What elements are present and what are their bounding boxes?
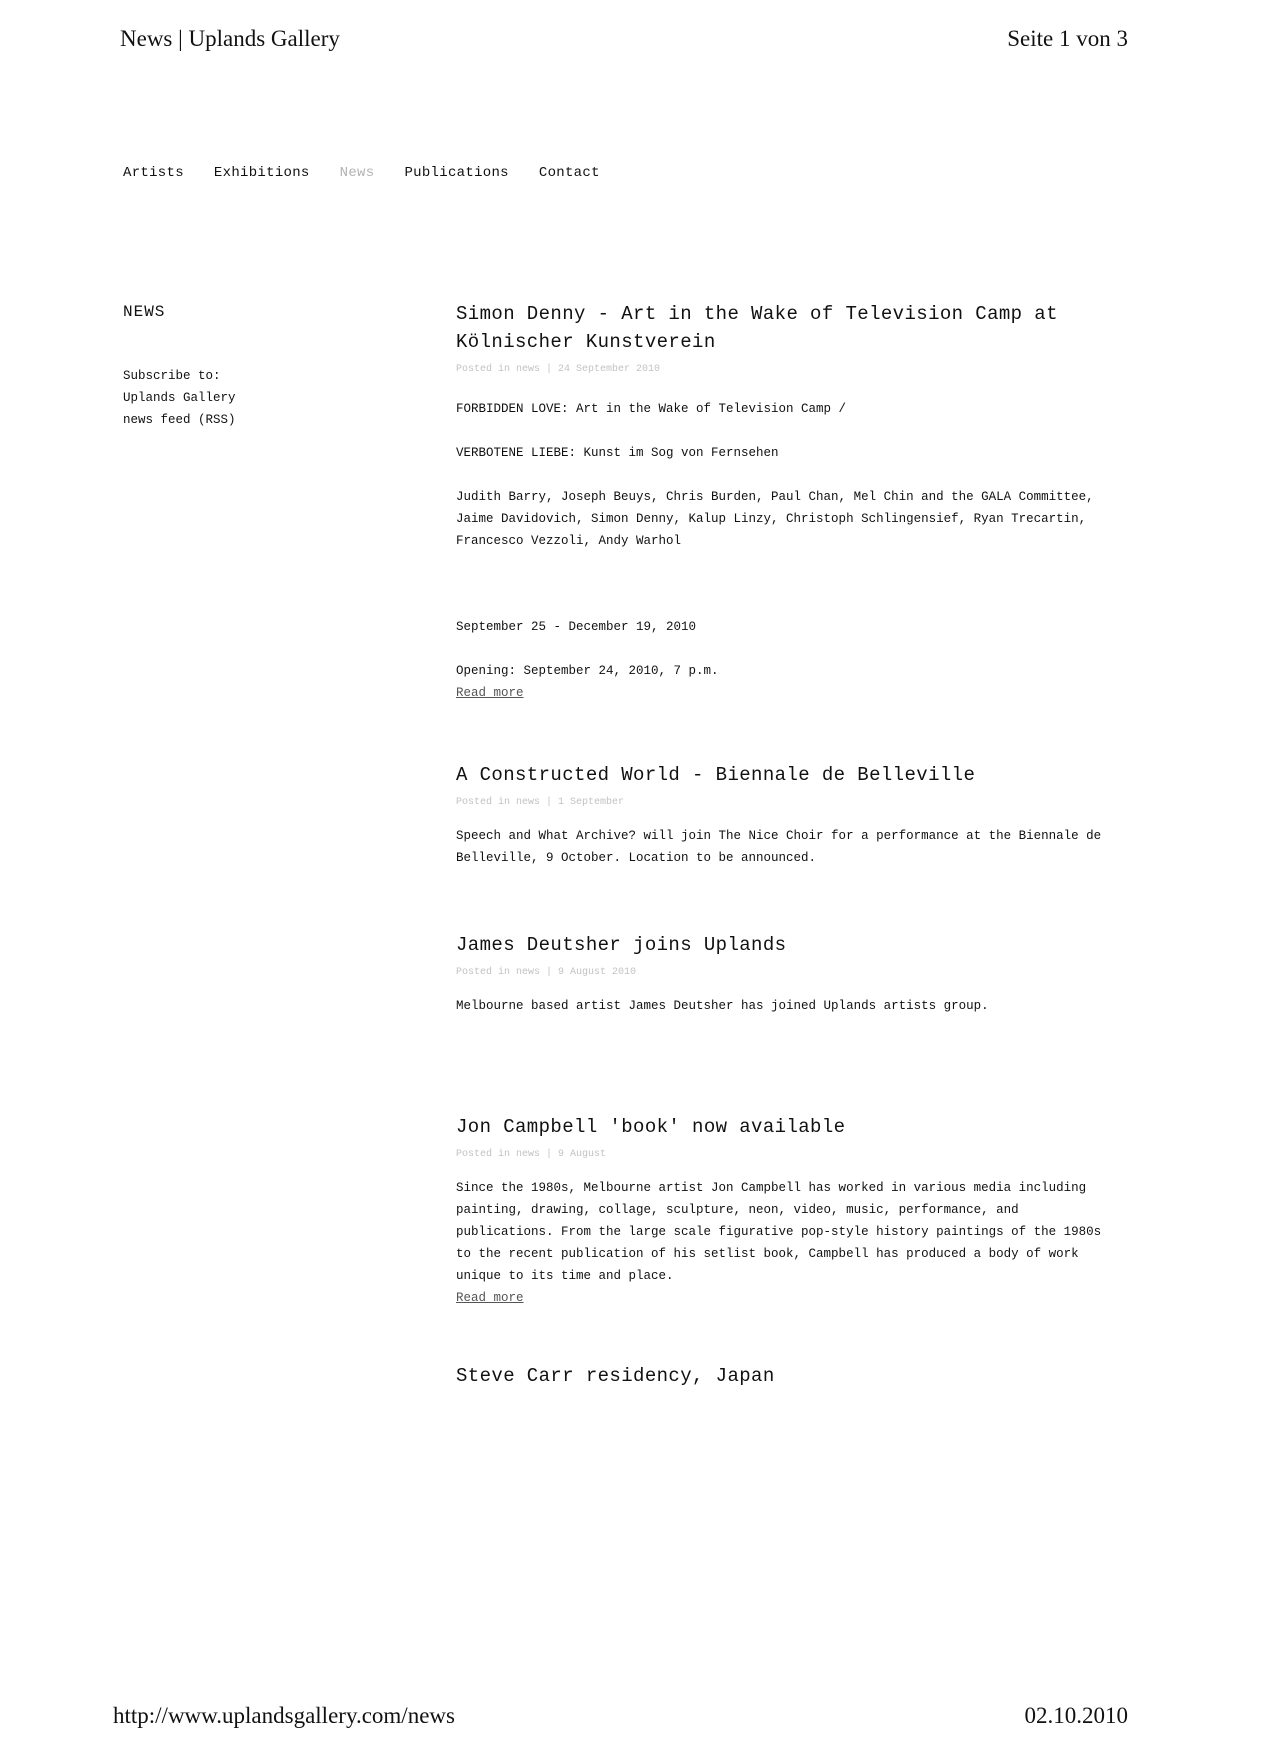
post-paragraph: Opening: September 24, 2010, 7 p.m. xyxy=(456,664,719,678)
news-post xyxy=(456,1113,1116,1306)
post-meta: Posted in news | 9 August 2010 xyxy=(456,967,637,978)
main-nav xyxy=(123,165,630,181)
post-body xyxy=(456,398,1116,682)
post-meta: Posted in news | 24 September 2010 xyxy=(456,364,661,375)
news-post xyxy=(456,931,1116,1017)
print-header-title: News | Uplands Gallery xyxy=(120,26,340,51)
post-title-link[interactable]: Steve Carr residency, Japan xyxy=(456,1365,775,1387)
news-post xyxy=(456,300,1116,701)
read-more-link[interactable]: Read more xyxy=(456,1291,524,1305)
post-paragraph: Since the 1980s, Melbourne artist Jon Campbell has worked in various media including painting, drawing, collage, sculpture, neon, video, music, performance, and publications. From the large scale figurative pop-style history paintings of the 1980s to the recent publication of his setlist book, Campbell has produced a body of work unique to its time and place. xyxy=(456,1181,1102,1283)
post-paragraph: FORBIDDEN LOVE: Art in the Wake of Television Camp / xyxy=(456,402,847,416)
post-meta: Posted in news | 9 August xyxy=(456,1149,607,1160)
post-title-link[interactable]: A Constructed World - Biennale de Belleville xyxy=(456,764,976,786)
post-paragraph: Judith Barry, Joseph Beuys, Chris Burden, Paul Chan, Mel Chin and the GALA Committee, Jaime Davidovich, Simon Denny, Kalup Linzy, Christoph Schlingensief, Ryan Trecartin, Francesco Vezzoli, Andy Warhol xyxy=(456,490,1094,548)
print-footer-date: 02.10.2010 xyxy=(1024,1703,1128,1728)
post-title xyxy=(456,1362,1116,1390)
post-title-link[interactable]: Simon Denny - Art in the Wake of Television Camp at Kölnischer Kunstverein xyxy=(456,303,1058,353)
post-title xyxy=(456,1113,1116,1141)
nav-item-artists[interactable]: Artists xyxy=(123,165,184,181)
post-body xyxy=(456,995,1116,1017)
subscribe-prefix: Subscribe to: xyxy=(123,369,221,383)
post-title xyxy=(456,761,1116,789)
post-title xyxy=(456,300,1116,356)
nav-item-contact[interactable]: Contact xyxy=(538,165,600,181)
rss-feed-link[interactable]: Uplands Gallery news feed (RSS) xyxy=(123,391,236,427)
read-more-link[interactable]: Read more xyxy=(456,686,524,700)
post-meta: Posted in news | 1 September xyxy=(456,797,625,808)
print-header-page-info: Seite 1 von 3 xyxy=(1007,26,1128,51)
post-body xyxy=(456,1177,1116,1287)
post-paragraph: September 25 - December 19, 2010 xyxy=(456,620,697,634)
nav-item-publications[interactable]: Publications xyxy=(404,165,509,181)
news-post xyxy=(456,761,1116,869)
post-paragraph: Speech and What Archive? will join The Nice Choir for a performance at the Biennale de Belleville, 9 October. Location to be announced. xyxy=(456,829,1102,865)
subscribe-block xyxy=(123,365,323,431)
post-title-link[interactable]: James Deutsher joins Uplands xyxy=(456,934,787,956)
news-post xyxy=(456,1362,1116,1390)
news-list xyxy=(456,300,1116,1390)
nav-item-exhibitions[interactable]: Exhibitions xyxy=(213,165,310,181)
sidebar xyxy=(123,303,323,431)
post-body xyxy=(456,825,1116,869)
post-title-link[interactable]: Jon Campbell 'book' now available xyxy=(456,1116,846,1138)
print-footer-url: http://www.uplandsgallery.com/news xyxy=(113,1703,455,1728)
nav-item-news[interactable]: News xyxy=(339,165,375,181)
post-paragraph: VERBOTENE LIEBE: Kunst im Sog von Fernsehen xyxy=(456,446,779,460)
post-paragraph: Melbourne based artist James Deutsher has joined Uplands artists group. xyxy=(456,999,989,1013)
sidebar-title: NEWS xyxy=(123,303,166,321)
post-title xyxy=(456,931,1116,959)
